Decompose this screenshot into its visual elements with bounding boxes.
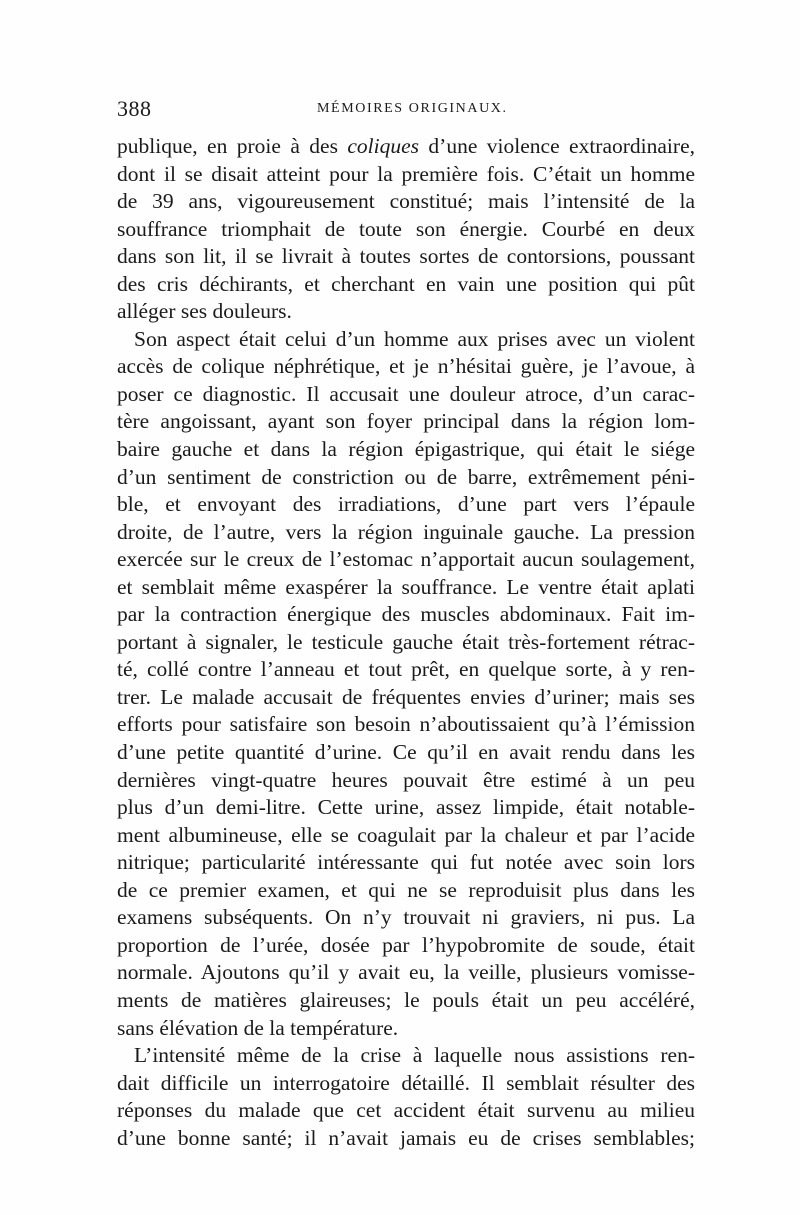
text-line: efforts pour satisfaire son besoin n’aboutissaient qu’à l’émission (117, 712, 695, 737)
text-line: Son aspect était celui d’un homme aux prises avec un violent (134, 326, 695, 351)
text-line: d’une bonne santé; il n’avait jamais eu de crises semblables; (117, 1125, 695, 1150)
text-line: dait difficile un interrogatoire détaillé. Il semblait résulter des (117, 1070, 695, 1095)
text-line: baire gauche et dans la région épigastrique, qui était le siége (117, 437, 695, 462)
text-line: réponses du malade que cet accident était survenu au milieu (117, 1098, 695, 1123)
text-line: nitrique; particularité intéressante qui fut notée avec soin lors (117, 850, 695, 875)
text-line: poser ce diagnostic. Il accusait une douleur atroce, d’un carac- (117, 381, 695, 406)
text-line: normale. Ajoutons qu’il y avait eu, la veille, plusieurs vomisse- (117, 960, 695, 985)
text-line: et semblait même exaspérer la souffrance. Le ventre était aplati (117, 574, 695, 599)
text-line: sans élévation de la température. (117, 1015, 399, 1040)
text-line: ments de matières glaireuses; le pouls était un peu accéléré, (117, 987, 695, 1012)
text-line: té, collé contre l’anneau et tout prêt, en quelque sorte, à y ren- (117, 657, 695, 682)
text-line: ment albumineuse, elle se coagulait par la chaleur et par l’acide (117, 822, 695, 847)
text-line: par la contraction énergique des muscles abdominaux. Fait im- (117, 602, 695, 627)
text-line: alléger ses douleurs. (117, 299, 292, 324)
text-line: d’une petite quantité d’urine. Ce qu’il en avait rendu dans les (117, 740, 695, 765)
text-line: ble, et envoyant des irradiations, d’une part vers l’épaule (117, 492, 695, 517)
text-line: exercée sur le creux de l’estomac n’apportait aucun soulagement, (117, 547, 695, 572)
page-number: 388 (117, 96, 152, 121)
text-line: dont il se disait atteint pour la première fois. C’était un homme (117, 161, 695, 186)
text-line: publique, en proie à des coliques d’une violence extraordinaire, (117, 134, 695, 158)
text-line: de ce premier examen, et qui ne se reproduisit plus dans les (117, 877, 695, 902)
text-line: examens subséquents. On n’y trouvait ni graviers, ni pus. La (117, 905, 695, 930)
text-line: dernières vingt-quatre heures pouvait être estimé à un peu (117, 767, 695, 792)
text-line: proportion de l’urée, dosée par l’hypobromite de soude, était (117, 932, 695, 957)
text-line: de 39 ans, vigoureusement constitué; mais l’intensité de la (117, 189, 695, 214)
text-line: accès de colique néphrétique, et je n’hésitai guère, je l’avoue, à (117, 354, 695, 379)
text-line: d’un sentiment de constriction ou de barre, extrêmement péni- (117, 464, 695, 489)
text-line: plus d’un demi-litre. Cette urine, assez limpide, était notable- (117, 795, 695, 820)
page-header (117, 96, 697, 126)
body-text (117, 133, 695, 1152)
text-line: tère angoissant, ayant son foyer principal dans la région lom- (117, 409, 695, 434)
text-line: dans son lit, il se livrait à toutes sortes de contorsions, poussant (117, 244, 695, 269)
text-line: droite, de l’autre, vers la région inguinale gauche. La pression (117, 519, 695, 544)
text-line: des cris déchirants, et cherchant en vain une position qui pût (117, 271, 695, 296)
running-head: MÉMOIRES ORIGINAUX. (317, 101, 508, 116)
text-line: souffrance triomphait de toute son énergie. Courbé en deux (117, 216, 695, 241)
text-line: L’intensité même de la crise à laquelle nous assistions ren- (134, 1043, 695, 1068)
text-line: trer. Le malade accusait de fréquentes envies d’uriner; mais ses (117, 684, 695, 709)
text-line: portant à signaler, le testicule gauche était très-fortement rétrac- (117, 629, 695, 654)
